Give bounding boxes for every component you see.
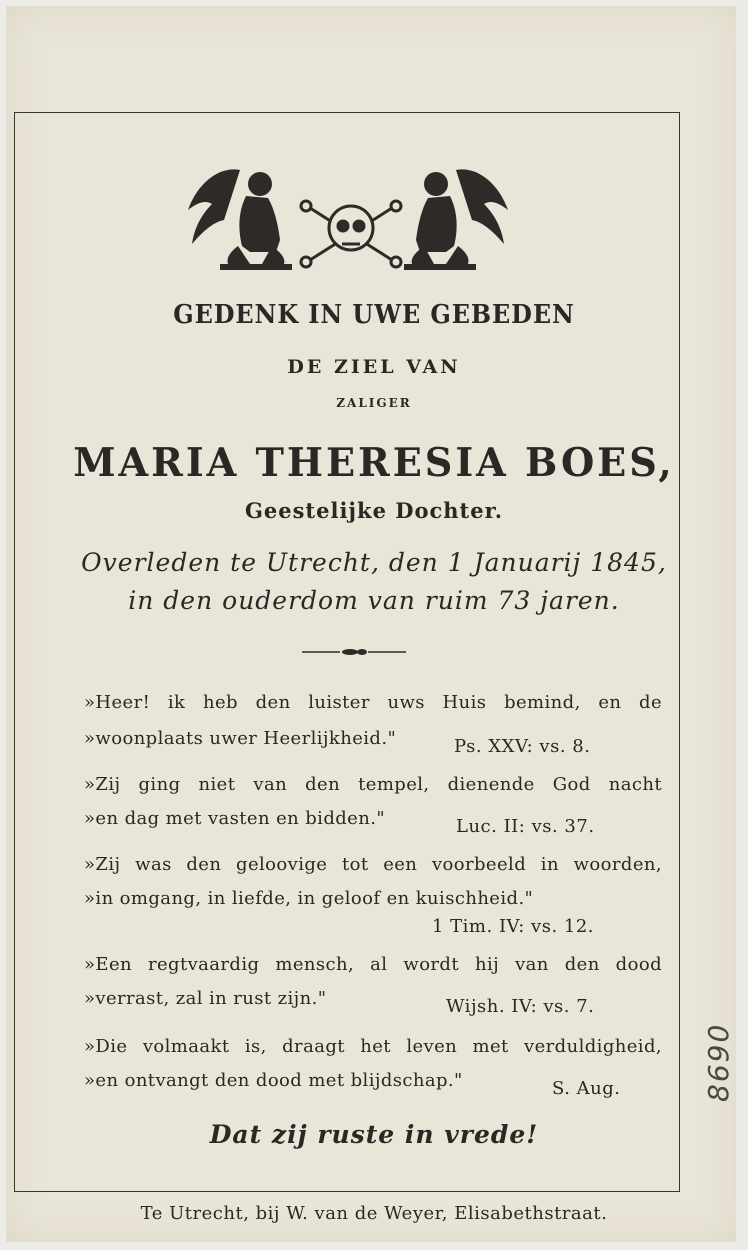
quote-5-reference: S. Aug. [552,1078,621,1099]
quote-2-line-2: »en dag met vasten en bidden." [84,808,386,829]
quote-3-line-1: »Zij was den geloovige tot een voorbeeld in woorden, [84,854,662,875]
archive-number: 8690 [702,1022,735,1102]
heading-line-2: DE ZIEL VAN [287,356,461,378]
heading-line-3: ZALIGER [336,396,412,410]
right-angel-icon [404,169,508,270]
skull-crossbones-icon [301,201,401,267]
quote-4-line-2: »verrast, zal in rust zijn." [84,988,327,1009]
angels-skull-ornament [180,160,516,272]
quote-1-line-1: »Heer! ik heb den luister uws Huis bemind, en de [84,692,662,713]
deceased-title: Geestelijke Dochter. [244,498,504,523]
quote-1-line-2: »woonplaats uwer Heerlijkheid." [84,728,397,749]
quote-3-reference: 1 Tim. IV: vs. 12. [432,916,595,937]
quote-5-line-1: »Die volmaakt is, draagt het leven met verduldigheid, [84,1036,662,1057]
death-line-2: in den ouderdom van ruim 73 jaren. [128,586,620,615]
deceased-name: MARIA THERESIA BOES, [73,440,675,486]
heading-line-1: GEDENK IN UWE GEBEDEN [173,300,575,330]
printer-imprint: Te Utrecht, bij W. van de Weyer, Elisabethstraat. [140,1203,608,1224]
quote-5-line-2: »en ontvangt den dood met blijdschap." [84,1070,463,1091]
closing-prayer: Dat zij ruste in vrede! [209,1120,539,1149]
left-angel-icon [188,169,292,270]
quote-4-line-1: »Een regtvaardig mensch, al wordt hij van den dood [84,954,662,975]
quote-1-reference: Ps. XXV: vs. 8. [454,736,591,757]
death-line-1: Overleden te Utrecht, den 1 Januarij 1845, [81,548,667,577]
quote-3-line-2: »in omgang, in liefde, in geloof en kuischheid." [84,888,534,909]
quote-4-reference: Wijsh. IV: vs. 7. [446,996,595,1017]
quote-2-reference: Luc. II: vs. 37. [456,816,595,837]
quote-2-line-1: »Zij ging niet van den tempel, dienende God nacht [84,774,662,795]
ornamental-divider [300,644,408,660]
